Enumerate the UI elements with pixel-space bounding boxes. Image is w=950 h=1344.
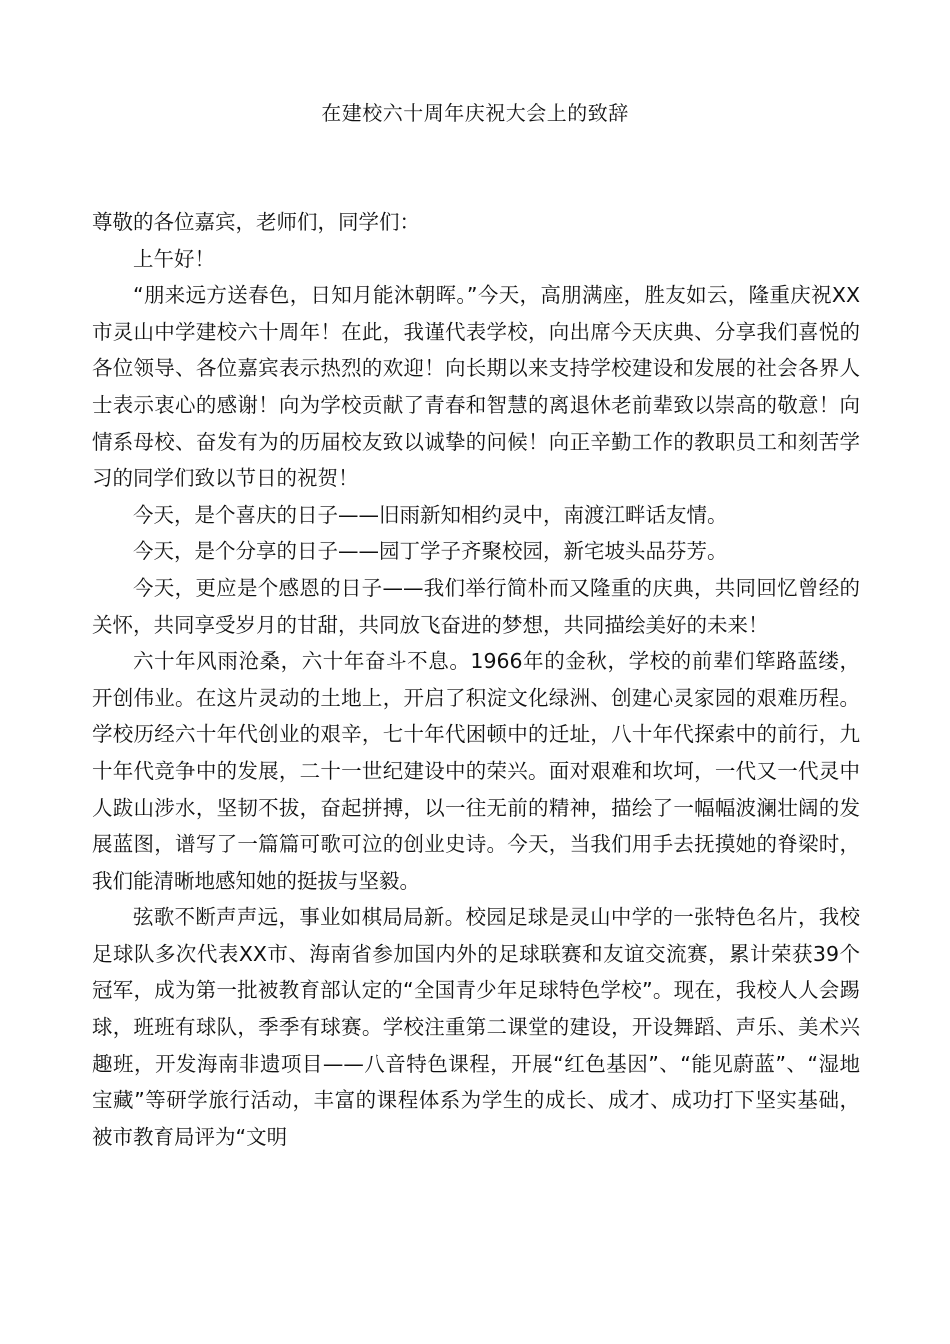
paragraph-achievements: 弦歌不断声声远，事业如棋局局新。校园足球是灵山中学的一张特色名片，我校足球队多次代表XX市、海南省参加国内外的足球联赛和友谊交流赛，累计荣获39个冠军，成为第一批被教育部认定的“全国青少年足球特色学校”。现在，我校人人会踢球，班班有球队，季季有球赛。学校注重第二课堂的建设，开设舞蹈、声乐、美术兴趣班，开发海南非遗项目——八音特色课程，开展“红色基因”、“能见蔚蓝”、“湿地宝藏”等研学旅行活动，丰富的课程体系为学生的成长、成才、成功打下坚实基础，被市教育局评为“文明: [92, 905, 860, 1149]
document-body: [92, 204, 860, 1155]
paragraph-joyful-day: 今天，是个喜庆的日子——旧雨新知相约灵中，南渡江畔话友情。: [133, 502, 728, 527]
paragraph-grateful-day: 今天，更应是个感恩的日子——我们举行简朴而又隆重的庆典，共同回忆曾经的关怀，共同享受岁月的甘甜，共同放飞奋进的梦想，共同描绘美好的未来！: [92, 575, 860, 637]
salutation: 尊敬的各位嘉宾，老师们，同学们：: [92, 210, 420, 234]
paragraph-history: 六十年风雨沧桑，六十年奋斗不息。1966年的金秋，学校的前辈们筚路蓝缕，开创伟业。在这片灵动的土地上，开启了积淀文化绿洲、创建心灵家园的艰难历程。学校历经六十年代创业的艰辛，七十年代困顿中的迁址，八十年代探索中的前行，九十年代竞争中的发展，二十一世纪建设中的荣兴。面对艰难和坎坷，一代又一代灵中人跋山涉水，坚韧不拔，奋起拼搏，以一往无前的精神，描绘了一幅幅波澜壮阔的发展蓝图，谱写了一篇篇可歌可泣的创业史诗。今天，当我们用手去抚摸她的脊梁时，我们能清晰地感知她的挺拔与坚毅。: [92, 649, 860, 893]
page-title: 在建校六十周年庆祝大会上的致辞: [321, 101, 629, 125]
paragraph-sharing-day: 今天，是个分享的日子——园丁学子齐聚校园，新宅坡头品芬芳。: [133, 539, 728, 564]
paragraph-welcome: “朋来远方送春色，日知月能沐朝晖。”今天，高朋满座，胜友如云，隆重庆祝XX市灵山中学建校六十周年！在此，我谨代表学校，向出席今天庆典、分享我们喜悦的各位领导、各位嘉宾表示热烈的欢迎！向长期以来支持学校建设和发展的社会各界人士表示衷心的感谢！向为学校贡献了青春和智慧的离退休老前辈致以崇高的敬意！向情系母校、奋发有为的历届校友致以诚挚的问候！向正辛勤工作的教职员工和刻苦学习的同学们致以节日的祝贺！: [92, 283, 860, 491]
paragraph-greeting: 上午好！: [133, 246, 215, 271]
